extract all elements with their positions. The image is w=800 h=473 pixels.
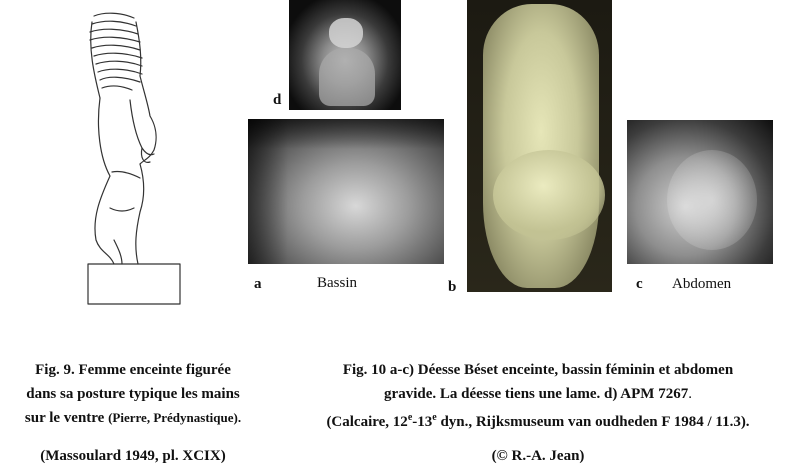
figure-10b-belly [493,150,605,240]
caption-left-credit [0,447,266,465]
label-d: d [273,92,282,108]
label-abdomen: Abdomen [672,276,732,292]
caption-right-line-3-a: (Calcaire, 12 [326,414,408,430]
figure-9-drawing [70,8,220,308]
caption-left-line-3-small: (Pierre, Prédynastique). [108,410,242,425]
figure-10d-body [319,48,375,106]
caption-right-line-1 [284,361,792,379]
figure-10a-photo [248,119,444,264]
label-bassin: Bassin [317,275,358,291]
figure-10b-photo [467,0,612,292]
caption-left-line-2-text: dans sa posture typique les mains [26,386,240,402]
caption-right-line-3 [284,409,792,431]
caption-right-credit-text: (© R.-A. Jean) [491,448,585,464]
caption-left-credit-text: (Massoulard 1949, pl. XCIX) [40,448,226,464]
caption-right-line-1-text: Fig. 10 a-c) Déesse Béset enceinte, bassin féminin et abdomen [342,362,734,378]
caption-right-line-2-tail: . [688,386,692,402]
label-b: b [448,279,457,295]
caption-left-line-1 [0,361,266,379]
figure-10d-photo [289,0,401,110]
caption-right-line-3-b: -13 [412,414,433,430]
label-c: c [636,276,643,292]
caption-right-line-3-sup-2: e [432,412,437,423]
caption-right-line-3-c: dyn., Rijksmuseum van oudheden F 1984 / 11.3). [436,414,750,430]
figure-10a-left-shadow [248,119,288,264]
label-a: a [254,276,262,292]
figure-10d-head [329,18,363,48]
caption-right-credit [284,447,792,465]
caption-left-line-2 [0,385,266,403]
figure-10c-belly-highlight [667,150,757,250]
caption-left-line-3-main: sur le ventre [24,410,109,426]
caption-left-line-1-text: Fig. 9. Femme enceinte figurée [35,362,231,378]
caption-left-line-3 [0,409,266,427]
caption-right-line-3-sup-1: e [407,412,413,423]
figure-10b-statue [483,4,599,288]
caption-right-line-2 [284,385,792,403]
caption-right-line-2-main: gravide. La déesse tiens une lame. d) APM 7267 [384,386,689,402]
figure-10c-photo [627,120,773,264]
